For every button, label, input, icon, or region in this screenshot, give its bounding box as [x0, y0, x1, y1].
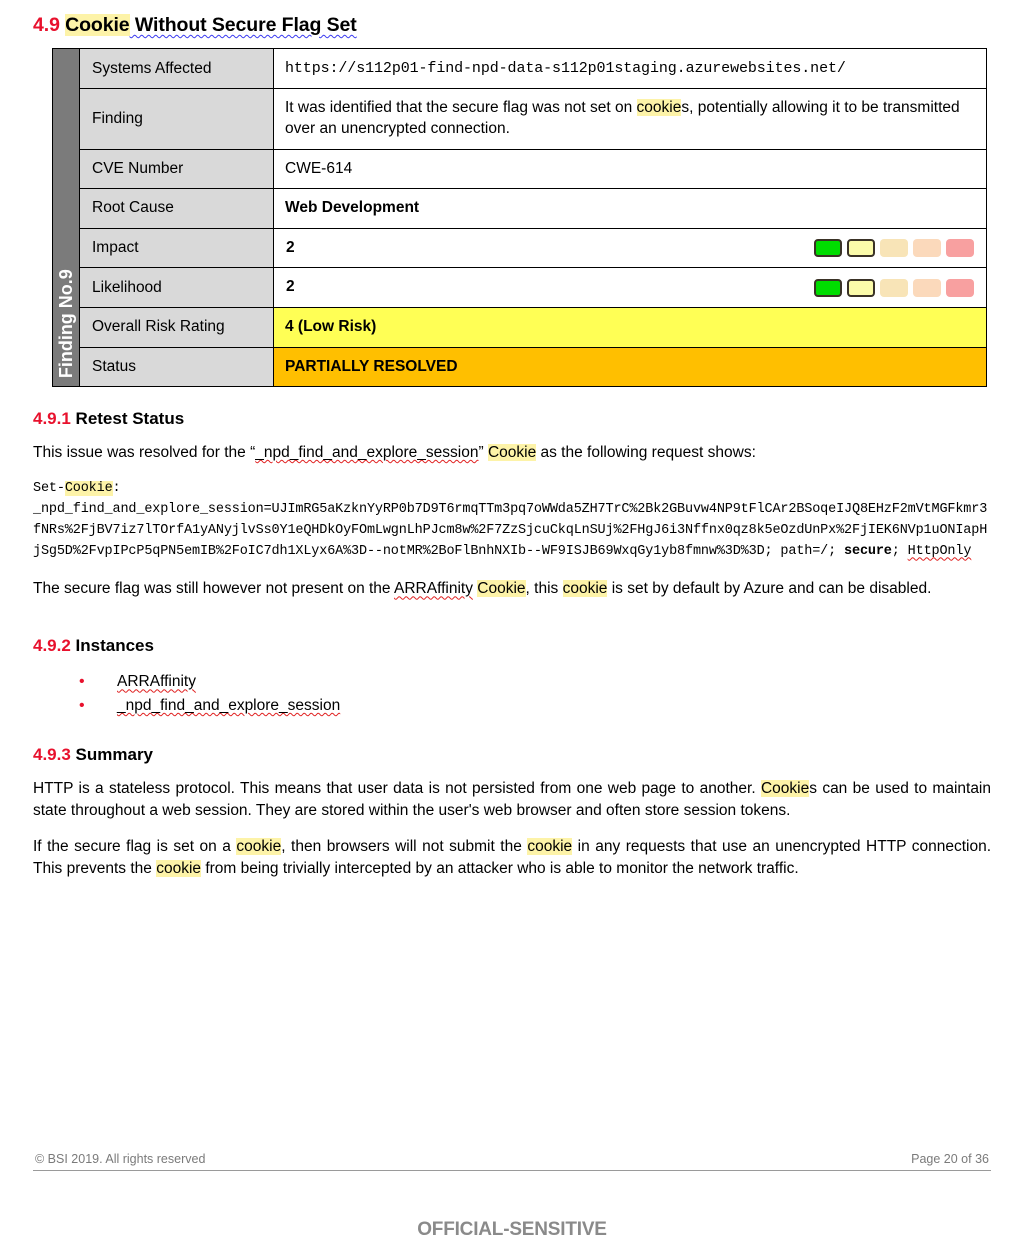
retest-cookie-name: _npd_find_and_explore_session	[255, 444, 479, 462]
table-row	[53, 307, 987, 347]
summary-p2-part4: from being trivially intercepted by an attacker who is able to monitor the network traffic.	[201, 860, 799, 878]
page-footer	[33, 1152, 991, 1241]
impact-score: 2	[286, 238, 295, 256]
summary-p1-highlight: Cookie	[760, 780, 810, 798]
heading-retest-status	[33, 387, 991, 440]
impact-swatch-3	[880, 239, 908, 257]
set-cookie-code-block	[33, 478, 991, 562]
likelihood-swatch-3	[880, 279, 908, 297]
footer-page-number: Page 20 of 36	[911, 1152, 989, 1166]
retest-intro-highlight: Cookie	[487, 444, 537, 462]
finding-text-part2: s, potentially allowing it to be transmitted over an unencrypted connection.	[285, 99, 960, 137]
summary-paragraph-2	[33, 836, 991, 880]
code-prefix: Set-	[33, 481, 65, 497]
instance-label: _npd_find_and_explore_session	[117, 696, 341, 714]
impact-swatch-5	[946, 239, 974, 257]
finding-text-part1: It was identified that the secure flag was not set on	[285, 99, 637, 117]
impact-rating-scale	[814, 239, 976, 257]
table-row	[53, 347, 987, 387]
summary-p2-highlight3: cookie	[156, 860, 202, 878]
code-cookie-value: _npd_find_and_explore_session=UJImRG5aKzknYyRP0b7D9T6rmqTTm3pq7oWWda5ZH7TrC%2Bk2GBuvw4NP9tFlCAr2BSoqeIJQ8EHzF2mVtMGFkmr3fNRs%2FjBV7iz7lTOrfA1yANyjlvSs0Y1eQHDkOyFOmLwgnLhPJcm8w%2F7ZzSjcuCkqLnSUj%2FHgJ6i3Nffnx0qz8k5eOzdUnPx%2FjIEK6NVp1uONIapHjSg5D%2FvpIPcP5qPN5emIB%2FoIC7dh1XLyx6A%3D--notMR%2BoFlBnhNXIb--WF9ISJB69WxqGy1yb8fmnw%3D%3D; path=/;	[33, 502, 988, 560]
row-value-finding	[274, 89, 987, 149]
summary-paragraph-1	[33, 778, 991, 822]
footer-divider	[33, 1170, 991, 1171]
finding-text-highlight: cookie	[636, 99, 682, 117]
page-title	[33, 0, 991, 46]
heading-instances	[33, 614, 991, 667]
likelihood-rating-scale	[814, 279, 976, 297]
row-value-root-cause: Web Development	[274, 189, 987, 229]
summary-p2-part1: If the secure flag is set on a	[33, 838, 237, 856]
heading-instances-number: 4.9.2	[33, 636, 71, 656]
summary-p2-highlight1: cookie	[236, 838, 282, 856]
retest-outro-highlight2: cookie	[562, 580, 608, 598]
row-value-systems-affected: https://s112p01-find-npd-data-s112p01staging.azurewebsites.net/	[274, 49, 987, 89]
table-row	[53, 268, 987, 308]
table-row	[53, 189, 987, 229]
code-secure-flag: secure	[844, 544, 892, 560]
section-number: 4.9	[33, 14, 60, 36]
footer-copyright: © BSI 2019. All rights reserved	[35, 1152, 206, 1166]
table-row	[53, 149, 987, 189]
retest-outro-part1: The secure flag was still however not present on the	[33, 580, 395, 598]
summary-p1-part2: s can be used to maintain state throughout a web session. They are stored within the user's web browser and often store session tokens.	[33, 780, 991, 820]
row-label-status: Status	[80, 347, 274, 387]
row-value-cve-number: CWE-614	[274, 149, 987, 189]
table-row	[53, 89, 987, 149]
retest-outro-part3: , this	[525, 580, 563, 598]
retest-intro-part1: This issue was resolved for the “	[33, 444, 256, 462]
likelihood-swatch-1	[814, 279, 842, 297]
instance-label: ARRAffinity	[117, 673, 196, 691]
finding-number-label: Finding No.9	[55, 269, 76, 379]
list-item	[79, 695, 991, 717]
section-title-highlight: Cookie	[65, 14, 130, 36]
heading-retest-number: 4.9.1	[33, 409, 71, 429]
code-cookie-highlight: Cookie	[64, 481, 113, 497]
row-value-impact	[274, 228, 987, 268]
impact-swatch-2	[847, 239, 875, 257]
summary-p1-part1: HTTP is a stateless protocol. This means that user data is not persisted from one web page to another.	[33, 780, 761, 798]
row-label-finding: Finding	[80, 89, 274, 149]
retest-outro-part4: is set by default by Azure and can be disabled.	[607, 580, 932, 598]
instances-list	[33, 671, 991, 717]
impact-swatch-4	[913, 239, 941, 257]
footer-row	[33, 1152, 991, 1170]
summary-p2-highlight2: cookie	[527, 838, 573, 856]
summary-p2-part2: , then browsers will not submit the	[281, 838, 528, 856]
likelihood-swatch-4	[913, 279, 941, 297]
finding-summary-table	[52, 48, 987, 387]
table-row	[53, 49, 987, 89]
retest-arraffinity: ARRAffinity	[394, 580, 473, 598]
summary-p2-part3: in any requests that use an unencrypted HTTP connection. This prevents the	[33, 838, 992, 878]
heading-retest-title: Retest Status	[70, 409, 185, 429]
row-label-overall-risk-rating: Overall Risk Rating	[80, 307, 274, 347]
row-label-impact: Impact	[80, 228, 274, 268]
heading-summary	[33, 723, 991, 776]
finding-number-header	[53, 49, 80, 387]
row-value-likelihood	[274, 268, 987, 308]
impact-swatch-1	[814, 239, 842, 257]
row-label-likelihood: Likelihood	[80, 268, 274, 308]
heading-summary-title: Summary	[70, 745, 154, 765]
likelihood-swatch-2	[847, 279, 875, 297]
retest-intro-paragraph	[33, 442, 991, 464]
row-label-root-cause: Root Cause	[80, 189, 274, 229]
likelihood-swatch-5	[946, 279, 974, 297]
list-item	[79, 671, 991, 693]
row-value-overall-risk-rating: 4 (Low Risk)	[274, 307, 987, 347]
retest-intro-part2: ”	[478, 444, 488, 462]
table-row	[53, 228, 987, 268]
section-title-rest: Without Secure Flag Set	[129, 14, 357, 36]
code-after-secure: ;	[891, 544, 908, 560]
code-colon: :	[112, 481, 121, 497]
heading-summary-number: 4.9.3	[33, 745, 71, 765]
likelihood-score: 2	[286, 278, 295, 296]
classification-marking: OFFICIAL-SENSITIVE	[417, 1219, 607, 1240]
row-label-systems-affected: Systems Affected	[80, 49, 274, 89]
retest-outro-highlight1: Cookie	[477, 580, 526, 598]
row-label-cve-number: CVE Number	[80, 149, 274, 189]
retest-outro-paragraph	[33, 578, 991, 600]
retest-intro-part3: as the following request shows:	[536, 444, 756, 462]
status-badge: PARTIALLY RESOLVED	[274, 347, 987, 387]
heading-instances-title: Instances	[70, 636, 154, 656]
code-httponly-flag: HttpOnly	[907, 544, 972, 560]
